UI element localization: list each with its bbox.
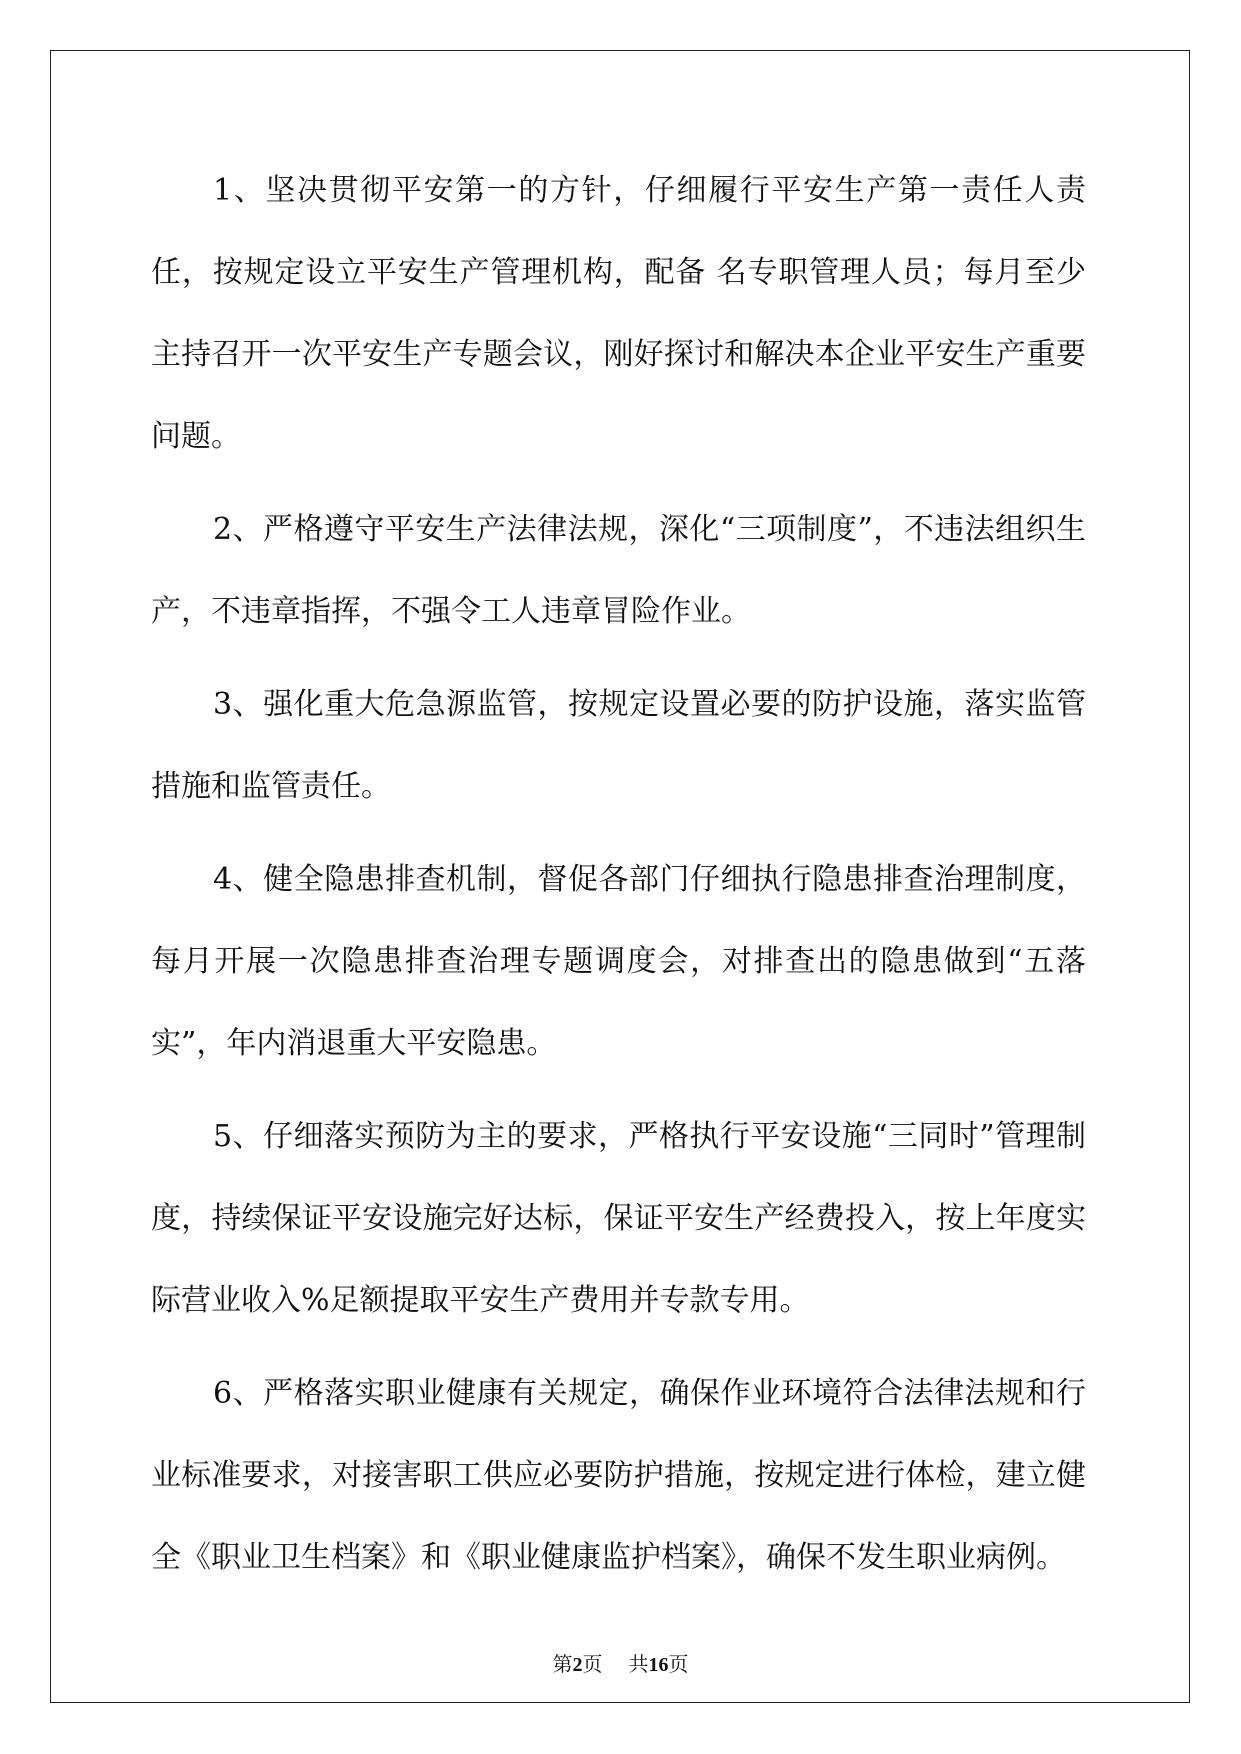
total-suffix: 页 [668,1654,689,1676]
page-prefix: 第 [552,1654,573,1676]
document-body [151,150,1086,1610]
paragraph-4: 4、健全隐患排查机制，督促各部门仔细执行隐患排查治理制度，每月开展一次隐患排查治理专题调度会，对排查出的隐患做到“五落实”，年内消退重大平安隐患。 [151,862,1086,1061]
total-prefix: 共 [628,1654,649,1676]
total-pages: 16 [648,1654,669,1676]
paragraph-3: 3、强化重大危急源监管，按规定设置必要的防护设施，落实监管措施和监管责任。 [151,687,1086,804]
paragraph-1: 1、坚决贯彻平安第一的方针，仔细履行平安生产第一责任人责任，按规定设立平安生产管理机构，配备 名专职管理人员；每月至少主持召开一次平安生产专题会议，刚好探讨和解决本企业平安生产重要问题。 [151,173,1086,454]
page-number: 2 [572,1654,583,1676]
paragraph-6: 6、严格落实职业健康有关规定，确保作业环境符合法律法规和行业标准要求，对接害职工供应必要防护措施，按规定进行体检，建立健全《职业卫生档案》和《职业健康监护档案》，确保不发生职业病例。 [151,1376,1086,1575]
page-suffix: 页 [582,1654,603,1676]
paragraph-2: 2、严格遵守平安生产法律法规，深化“三项制度”，不违法组织生产，不违章指挥，不强令工人违章冒险作业。 [151,512,1086,629]
paragraph-5: 5、仔细落实预防为主的要求，严格执行平安设施“三同时”管理制度，持续保证平安设施完好达标，保证平安生产经费投入，按上年度实际营业收入%足额提取平安生产费用并专款专用。 [151,1119,1086,1318]
page-footer [0,1648,1241,1677]
